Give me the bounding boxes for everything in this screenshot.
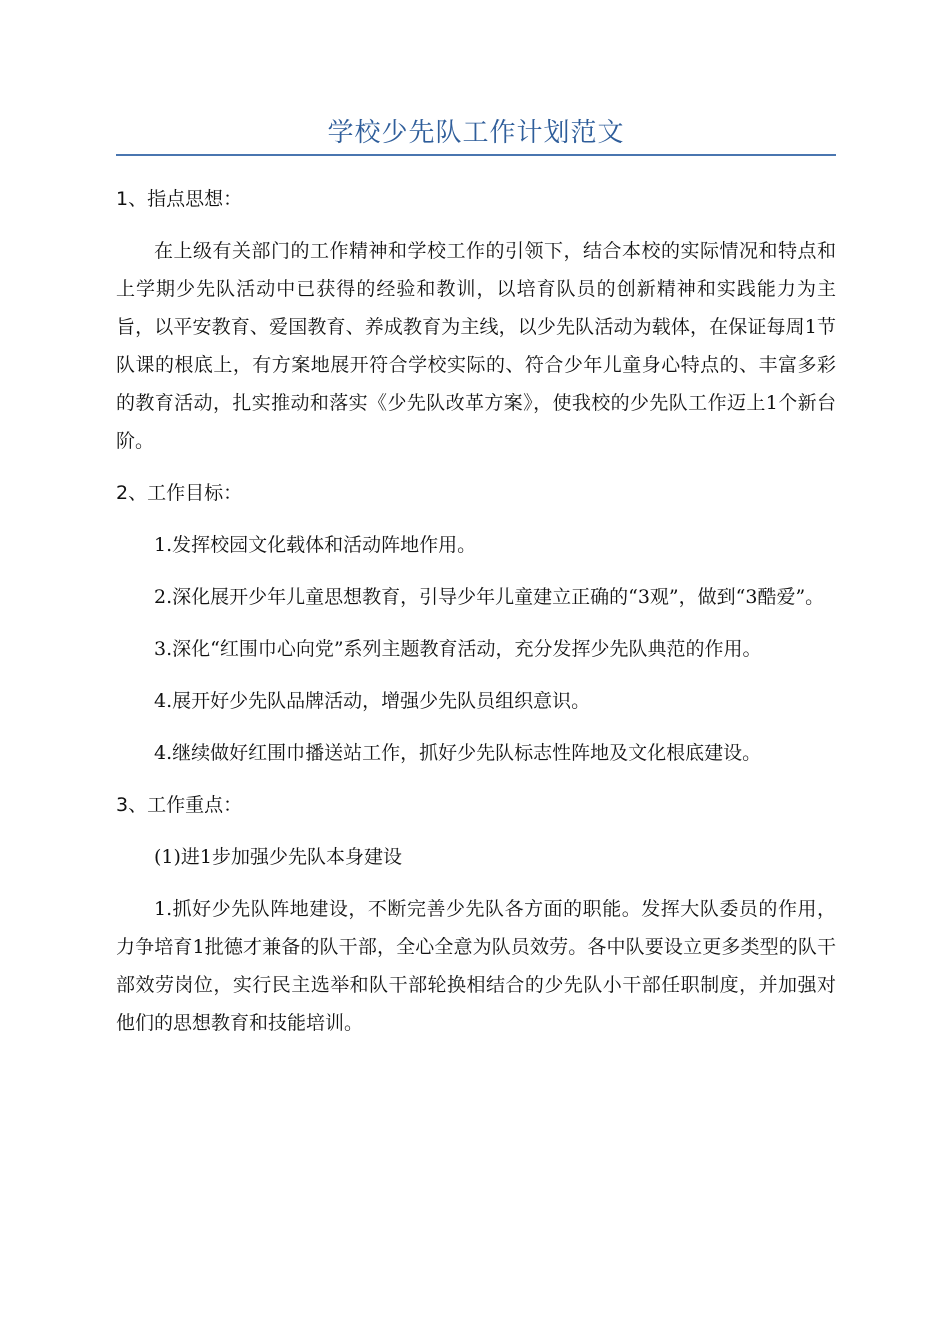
goal-item-2: 2.深化展开少年儿童思想教育，引导少年儿童建立正确的“3观”，做到“3酷爱”。 xyxy=(154,586,825,608)
goal-item-1: 1.发挥校园文化载体和活动阵地作用。 xyxy=(154,534,477,556)
goal-item-3: 3.深化“红围巾心向党”系列主题教育活动，充分发挥少先队典范的作用。 xyxy=(154,638,762,660)
goal-item-5: 4.继续做好红围巾播送站工作，抓好少先队标志性阵地及文化根底建设。 xyxy=(154,742,762,764)
document-body xyxy=(116,170,836,1056)
goal-item-4: 4.展开好少先队品牌活动，增强少先队员组织意识。 xyxy=(154,690,591,712)
section-heading-work-goals: 2、工作目标： xyxy=(116,482,243,504)
subheading-team-building: (1)进1步加强少先队本身建设 xyxy=(154,846,403,868)
section-heading-work-focus: 3、工作重点： xyxy=(116,794,243,816)
paragraph: 在上级有关部门的工作精神和学校工作的引领下，结合本校的实际情况和特点和上学期少先队活动中已获得的经验和教训，以培育队员的创新精神和实践能力为主旨，以平安教育、爱国教育、养成教育为主线，以少先队活动为载体，在保证每周1节队课的根底上，有方案地展开符合学校实际的、符合少年儿童身心特点的、丰富多彩的教育活动，扎实推动和落实《少先队改革方案》，使我校的少先队工作迈上1个新台阶。 xyxy=(116,240,836,452)
section-heading-guiding-thought: 1、指点思想： xyxy=(116,188,243,210)
paragraph: 1.抓好少先队阵地建设，不断完善少先队各方面的职能。发挥大队委员的作用，力争培育1批德才兼备的队干部，全心全意为队员效劳。各中队要设立更多类型的队干部效劳岗位，实行民主选举和队干部轮换相结合的少先队小干部任职制度，并加强对他们的思想教育和技能培训。 xyxy=(116,898,836,1034)
title-underline xyxy=(116,154,836,156)
document-title: 学校少先队工作计划范文 xyxy=(327,118,625,148)
